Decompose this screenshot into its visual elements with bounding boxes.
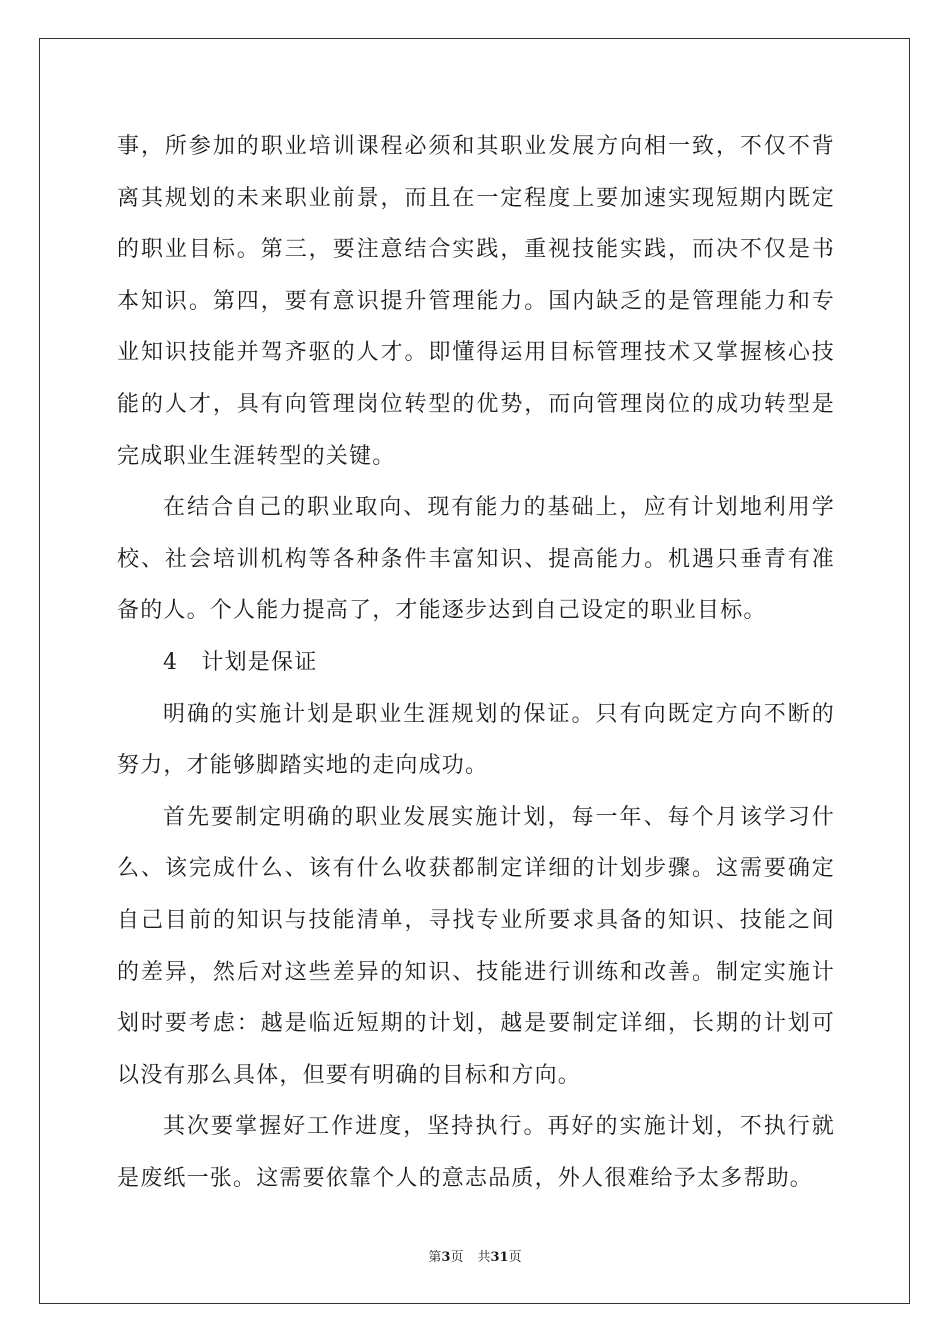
total-pages: 31 [490, 1250, 509, 1265]
page-footer [0, 1246, 950, 1265]
page-number: 3 [441, 1250, 451, 1265]
paragraph-1: 事，所参加的职业培训课程必须和其职业发展方向相一致，不仅不背离其规划的未来职业前景，而且在一定程度上要加速实现短期内既定的职业目标。第三，要注意结合实践，重视技能实践，而决不仅是书本知识。第四，要有意识提升管理能力。国内缺乏的是管理能力和专业知识技能并驾齐驱的人才。即懂得运用目标管理技术又掌握核心技能的人才，具有向管理岗位转型的优势，而向管理岗位的成功转型是完成职业生涯转型的关键。 [117, 134, 835, 469]
document-body [117, 121, 835, 1204]
total-prefix: 共 [477, 1250, 491, 1265]
page-suffix: 页 [450, 1250, 464, 1265]
paragraph-2: 在结合自己的职业取向、现有能力的基础上，应有计划地利用学校、社会培训机构等各种条件丰富知识、提高能力。机遇只垂青有准备的人。个人能力提高了，才能逐步达到自己设定的职业目标。 [117, 495, 835, 624]
page-prefix: 第 [428, 1250, 442, 1265]
paragraph-4: 首先要制定明确的职业发展实施计划，每一年、每个月该学习什么、该完成什么、该有什么收获都制定详细的计划步骤。这需要确定自己目前的知识与技能清单，寻找专业所要求具备的知识、技能之间的差异，然后对这些差异的知识、技能进行训练和改善。制定实施计划时要考虑：越是临近短期的计划，越是要制定详细，长期的计划可以没有那么具体，但要有明确的目标和方向。 [117, 804, 835, 1088]
paragraph-3: 明确的实施计划是职业生涯规划的保证。只有向既定方向不断的努力，才能够脚踏实地的走向成功。 [117, 701, 835, 779]
section-heading: 4 计划是保证 [163, 649, 318, 675]
total-suffix: 页 [508, 1250, 522, 1265]
paragraph-5: 其次要掌握好工作进度，坚持执行。再好的实施计划，不执行就是废纸一张。这需要依靠个人的意志品质，外人很难给予太多帮助。 [117, 1114, 835, 1191]
